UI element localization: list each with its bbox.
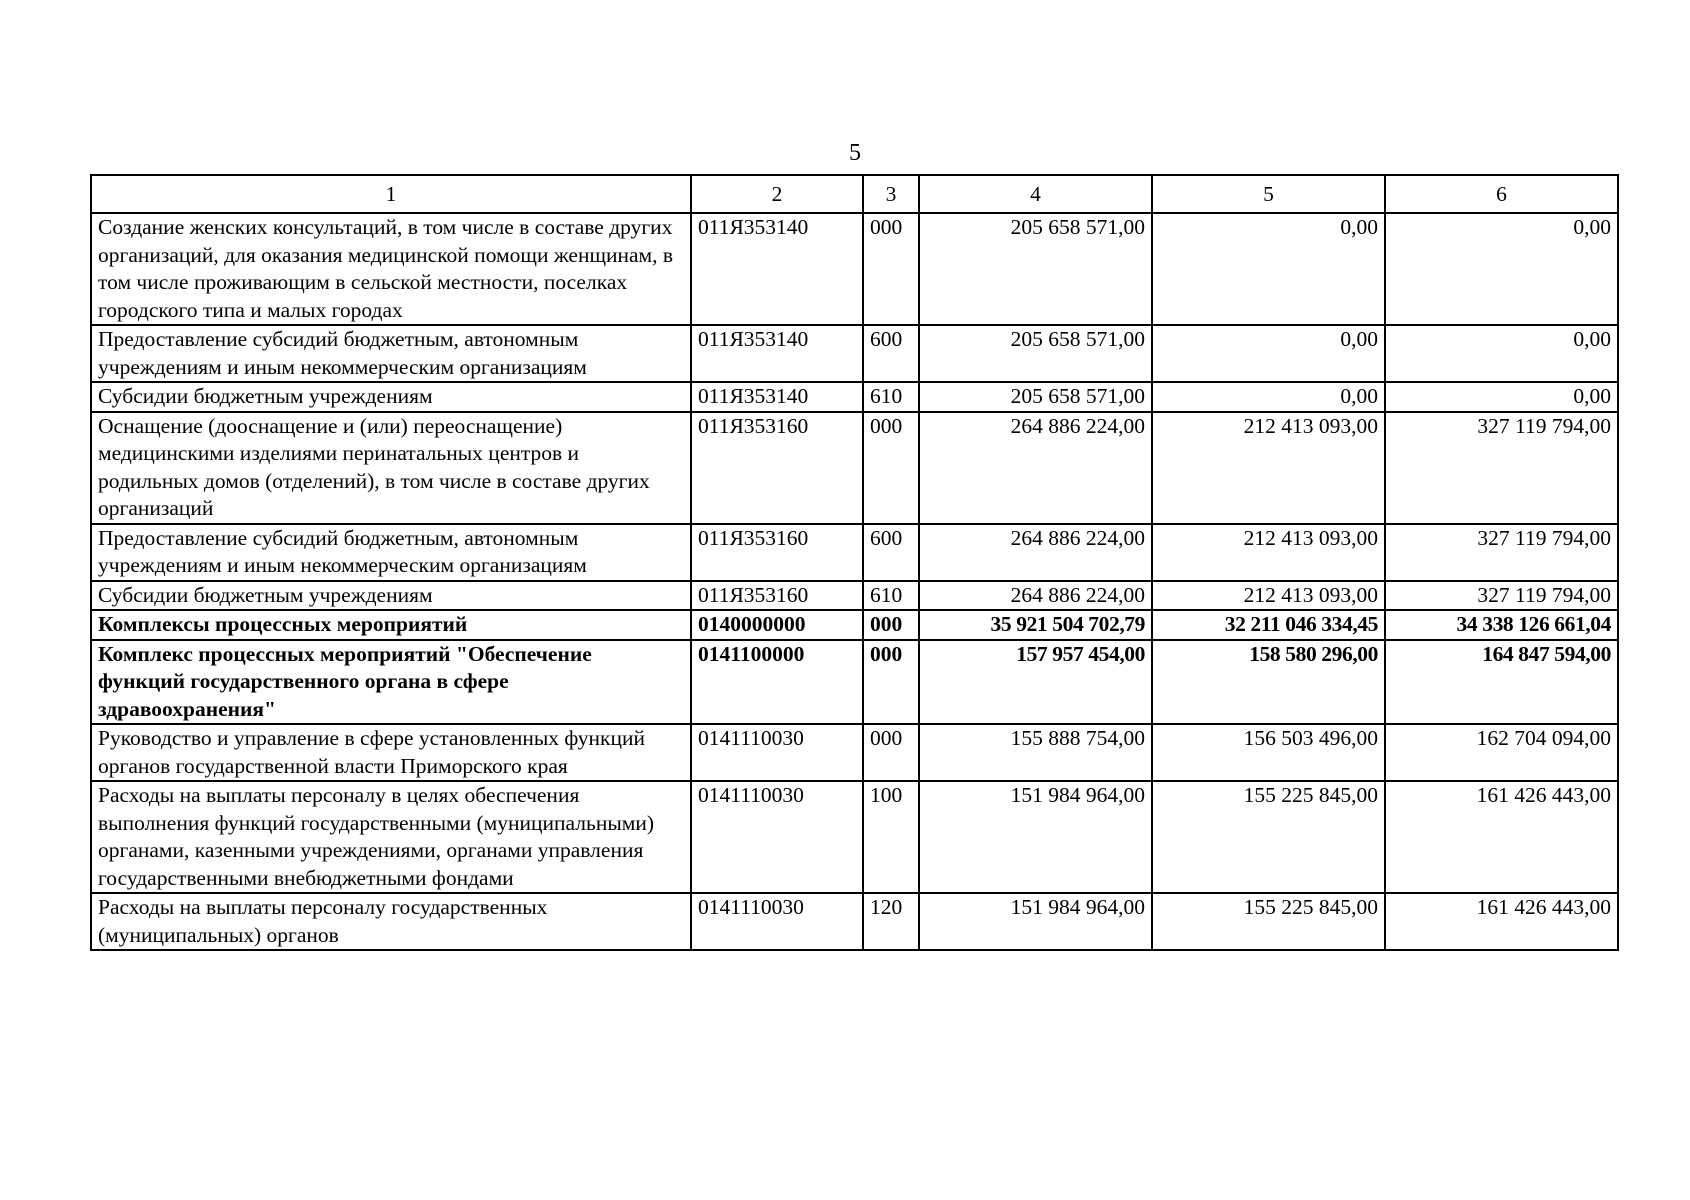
page-number: 5 <box>849 140 861 166</box>
amount-col-5: 0,00 <box>1152 213 1385 325</box>
table-row <box>91 213 1618 325</box>
column-header-1: 1 <box>91 175 691 213</box>
expense-name: Расходы на выплаты персоналу государственных (муниципальных) органов <box>91 893 691 950</box>
amount-col-4: 157 957 454,00 <box>919 640 1152 725</box>
table-row <box>91 893 1618 950</box>
column-number-row <box>91 175 1618 213</box>
target-code: 011Я353160 <box>691 412 863 524</box>
target-code: 0140000000 <box>691 610 863 640</box>
amount-col-4: 205 658 571,00 <box>919 382 1152 412</box>
amount-col-4: 205 658 571,00 <box>919 213 1152 325</box>
amount-col-6: 161 426 443,00 <box>1385 781 1618 893</box>
expense-name: Расходы на выплаты персоналу в целях обеспечения выполнения функций государственными (муниципальными) органами, казенными учреждениями, органами управления государственными внебюджетными фондами <box>91 781 691 893</box>
column-header-6: 6 <box>1385 175 1618 213</box>
amount-col-6: 34 338 126 661,04 <box>1385 610 1618 640</box>
table-row-total <box>91 640 1618 725</box>
amount-col-6: 327 119 794,00 <box>1385 412 1618 524</box>
table-row <box>91 724 1618 781</box>
amount-col-5: 0,00 <box>1152 325 1385 382</box>
expense-type-code: 100 <box>863 781 919 893</box>
amount-col-5: 212 413 093,00 <box>1152 581 1385 611</box>
column-header-4: 4 <box>919 175 1152 213</box>
amount-col-4: 264 886 224,00 <box>919 581 1152 611</box>
budget-table <box>90 174 1619 951</box>
amount-col-4: 151 984 964,00 <box>919 781 1152 893</box>
amount-col-6: 0,00 <box>1385 213 1618 325</box>
table-row <box>91 781 1618 893</box>
amount-col-6: 162 704 094,00 <box>1385 724 1618 781</box>
amount-col-4: 264 886 224,00 <box>919 524 1152 581</box>
target-code: 0141110030 <box>691 781 863 893</box>
target-code: 011Я353160 <box>691 581 863 611</box>
expense-name: Предоставление субсидий бюджетным, автономным учреждениям и иным некоммерческим организациям <box>91 524 691 581</box>
expense-type-code: 610 <box>863 382 919 412</box>
amount-col-5: 158 580 296,00 <box>1152 640 1385 725</box>
amount-col-5: 212 413 093,00 <box>1152 412 1385 524</box>
expense-name: Комплекс процессных мероприятий "Обеспечение функций государственного органа в сфере здравоохранения" <box>91 640 691 725</box>
amount-col-6: 327 119 794,00 <box>1385 524 1618 581</box>
expense-type-code: 000 <box>863 213 919 325</box>
expense-name: Руководство и управление в сфере установленных функций органов государственной власти Приморского края <box>91 724 691 781</box>
amount-col-5: 155 225 845,00 <box>1152 893 1385 950</box>
amount-col-4: 35 921 504 702,79 <box>919 610 1152 640</box>
amount-col-6: 164 847 594,00 <box>1385 640 1618 725</box>
expense-type-code: 000 <box>863 610 919 640</box>
expense-type-code: 120 <box>863 893 919 950</box>
expense-name: Создание женских консультаций, в том числе в составе других организаций, для оказания медицинской помощи женщинам, в том числе проживающим в сельской местности, поселках городского типа и малых городах <box>91 213 691 325</box>
expense-name: Предоставление субсидий бюджетным, автономным учреждениям и иным некоммерческим организациям <box>91 325 691 382</box>
amount-col-4: 205 658 571,00 <box>919 325 1152 382</box>
amount-col-4: 155 888 754,00 <box>919 724 1152 781</box>
table-row <box>91 581 1618 611</box>
expense-type-code: 000 <box>863 724 919 781</box>
column-header-3: 3 <box>863 175 919 213</box>
target-code: 0141110030 <box>691 724 863 781</box>
target-code: 011Я353140 <box>691 382 863 412</box>
amount-col-5: 0,00 <box>1152 382 1385 412</box>
target-code: 011Я353140 <box>691 213 863 325</box>
amount-col-5: 155 225 845,00 <box>1152 781 1385 893</box>
amount-col-5: 32 211 046 334,45 <box>1152 610 1385 640</box>
table-row <box>91 382 1618 412</box>
amount-col-5: 212 413 093,00 <box>1152 524 1385 581</box>
table-row <box>91 524 1618 581</box>
amount-col-6: 0,00 <box>1385 325 1618 382</box>
table-row-total <box>91 610 1618 640</box>
expense-name: Оснащение (дооснащение и (или) переоснащение) медицинскими изделиями перинатальных центров и родильных домов (отделений), в том числе в составе других организаций <box>91 412 691 524</box>
amount-col-6: 161 426 443,00 <box>1385 893 1618 950</box>
table-row <box>91 412 1618 524</box>
target-code: 011Я353160 <box>691 524 863 581</box>
target-code: 0141110030 <box>691 893 863 950</box>
amount-col-6: 327 119 794,00 <box>1385 581 1618 611</box>
expense-name: Комплексы процессных мероприятий <box>91 610 691 640</box>
expense-type-code: 600 <box>863 325 919 382</box>
expense-type-code: 000 <box>863 640 919 725</box>
expense-name: Субсидии бюджетным учреждениям <box>91 382 691 412</box>
column-header-5: 5 <box>1152 175 1385 213</box>
amount-col-5: 156 503 496,00 <box>1152 724 1385 781</box>
amount-col-6: 0,00 <box>1385 382 1618 412</box>
expense-type-code: 610 <box>863 581 919 611</box>
expense-type-code: 600 <box>863 524 919 581</box>
amount-col-4: 264 886 224,00 <box>919 412 1152 524</box>
amount-col-4: 151 984 964,00 <box>919 893 1152 950</box>
expense-type-code: 000 <box>863 412 919 524</box>
expense-name: Субсидии бюджетным учреждениям <box>91 581 691 611</box>
table-row <box>91 325 1618 382</box>
target-code: 0141100000 <box>691 640 863 725</box>
target-code: 011Я353140 <box>691 325 863 382</box>
column-header-2: 2 <box>691 175 863 213</box>
